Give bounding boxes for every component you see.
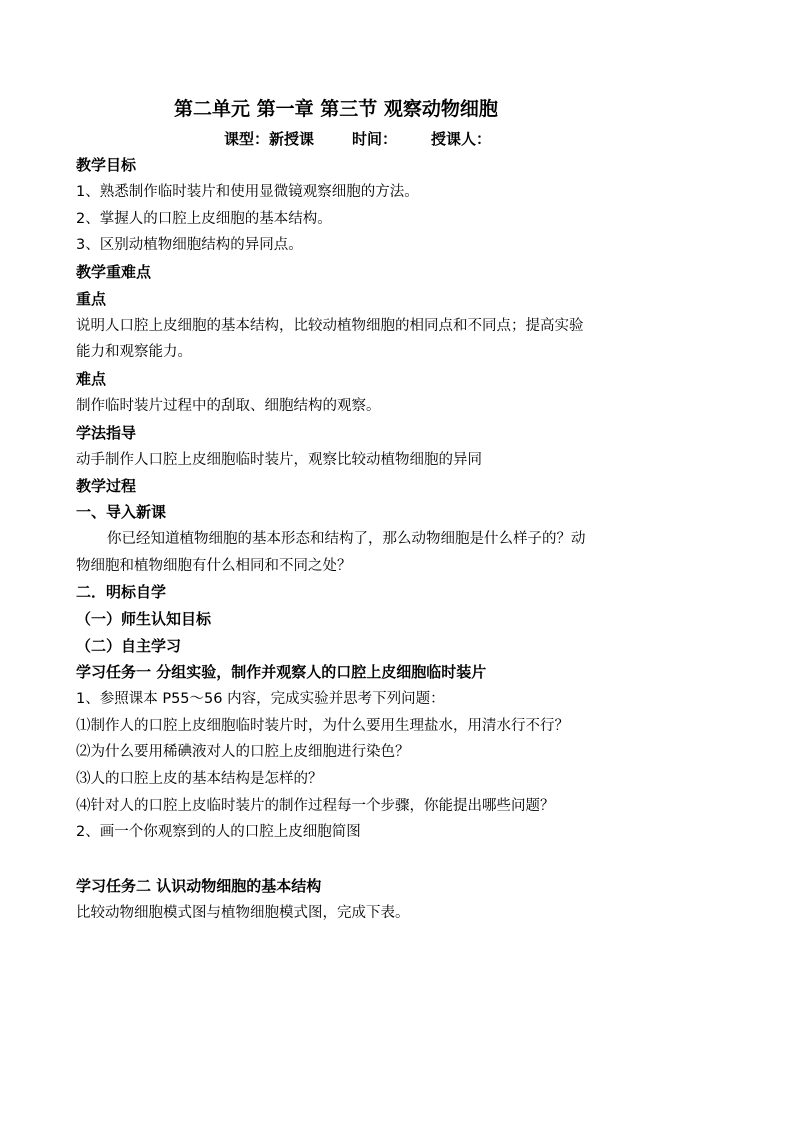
objective-item: 3、区别动植物细胞结构的异同点。: [76, 237, 303, 253]
paragraph: 说明人口腔上皮细胞的基本结构，比较动植物细胞的相同点和不同点；提高实验: [76, 318, 584, 334]
paragraph: 制作临时装片过程中的刮取、细胞结构的观察。: [76, 398, 381, 414]
heading-difficulties: 难点: [76, 370, 107, 388]
heading-teaching-process: 教学过程: [76, 477, 137, 495]
lesson-time: 时间：: [352, 130, 398, 148]
objective-item: 1、熟悉制作临时装片和使用显微镜观察细胞的方法。: [76, 184, 419, 200]
question-item: ⑵为什么要用稀碘液对人的口腔上皮细胞进行染色？: [76, 744, 410, 760]
objective-item: 2、掌握人的口腔上皮细胞的基本结构。: [76, 211, 332, 227]
task-one-heading: 学习任务一 分组实验，制作并观察人的口腔上皮细胞临时装片: [76, 663, 487, 681]
lesson-teacher: 授课人：: [431, 130, 492, 148]
lesson-type: 课型：新授课: [224, 130, 315, 148]
heading-key-points: 重点: [76, 290, 107, 308]
question-item: ⑶人的口腔上皮的基本结构是怎样的？: [76, 771, 323, 787]
task-item: 2、画一个你观察到的人的口腔上皮细胞简图: [76, 824, 361, 840]
heading-study-guide: 学法指导: [76, 424, 137, 442]
heading-objectives: 教学目标: [76, 156, 137, 174]
task-item: 1、参照课本 P55～56 内容，完成实验并思考下列问题：: [76, 691, 445, 707]
question-item: ⑴制作人的口腔上皮细胞临时装片时，为什么要用生理盐水，用清水行不行？: [76, 718, 569, 734]
paragraph: 能力和观察能力。: [76, 344, 192, 360]
task-two-heading: 学习任务二 认识动物细胞的基本结构: [76, 877, 322, 895]
paragraph: 物细胞和植物细胞有什么相同和不同之处？: [76, 558, 352, 574]
question-item: ⑷针对人的口腔上皮临时装片的制作过程每一个步骤，你能提出哪些问题？: [76, 798, 555, 814]
subsection-objectives: （一）师生认知目标: [76, 610, 212, 628]
paragraph: 你已经知道植物细胞的基本形态和结构了，那么动物细胞是什么样子的？动: [107, 531, 586, 547]
paragraph: 动手制作人口腔上皮细胞临时装片，观察比较动植物细胞的异同: [76, 452, 482, 468]
heading-key-difficulties: 教学重难点: [76, 263, 152, 281]
subsection-self-learning: （二）自主学习: [76, 637, 182, 655]
section-intro: 一、导入新课: [76, 503, 167, 521]
paragraph: 比较动物细胞模式图与植物细胞模式图，完成下表。: [76, 905, 410, 921]
section-self-study: 二．明标自学: [76, 583, 167, 601]
page-title: 第二单元 第一章 第三节 观察动物细胞: [174, 98, 498, 120]
